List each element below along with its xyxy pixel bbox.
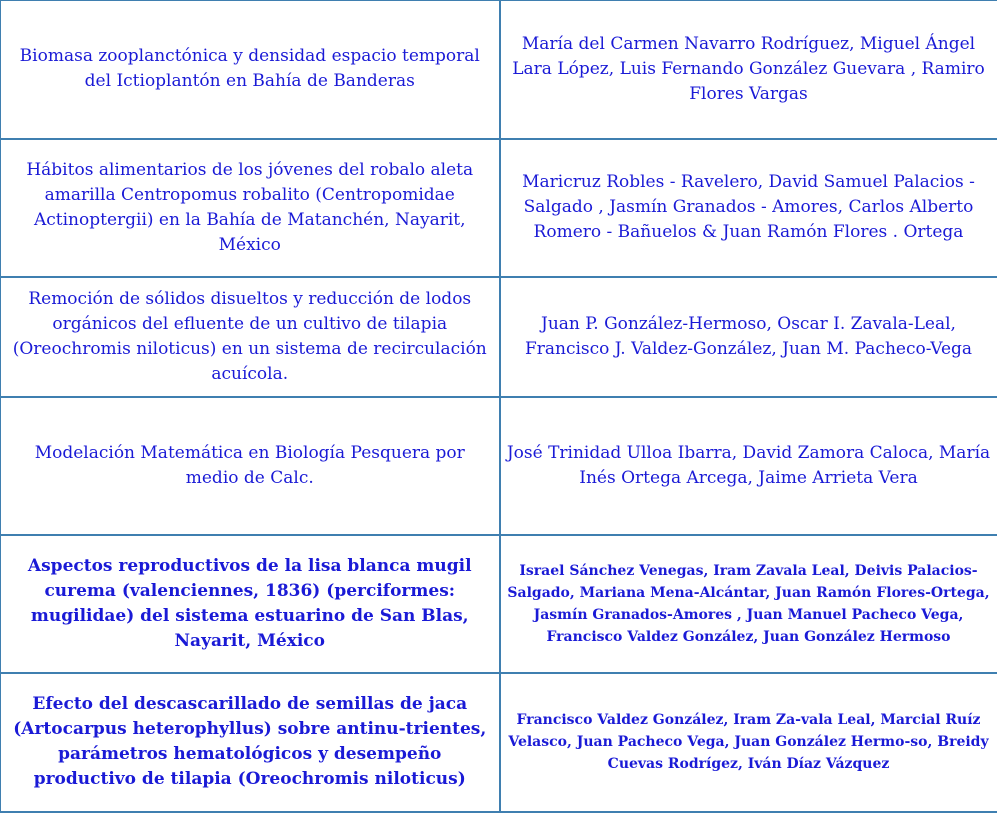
table-row (1, 139, 997, 277)
paper-authors: María del Carmen Navarro Rodríguez, Miguel Ángel Lara López, Luis Fernando González Guevara , Ramiro Flores Vargas (500, 1, 997, 139)
paper-title: Aspectos reproductivos de la lisa blanca mugil curema (valenciennes, 1836) (perciformes: mugilidae) del sistema estuarino de San Blas, Nayarit, México (1, 535, 500, 673)
table-row (1, 277, 997, 397)
paper-title: Hábitos alimentarios de los jóvenes del robalo aleta amarilla Centropomus robalito (Centropomidae Actinoptergii) en la Bahía de Matanchén, Nayarit, México (1, 139, 500, 277)
paper-title: Modelación Matemática en Biología Pesquera por medio de Calc. (1, 397, 500, 535)
paper-title: Remoción de sólidos disueltos y reducción de lodos orgánicos del efluente de un cultivo de tilapia (Oreochromis niloticus) en un sistema de recirculación acuícola. (1, 277, 500, 397)
table-row (1, 397, 997, 535)
paper-authors: Francisco Valdez González, Iram Za-vala Leal, Marcial Ruíz Velasco, Juan Pacheco Vega, Juan González Hermo-so, Breidy Cuevas Rodrígez, Iván Díaz Vázquez (500, 673, 997, 812)
table-row (1, 1, 997, 139)
table-row (1, 535, 997, 673)
paper-authors: José Trinidad Ulloa Ibarra, David Zamora Caloca, María Inés Ortega Arcega, Jaime Arrieta Vera (500, 397, 997, 535)
paper-authors: Maricruz Robles - Ravelero, David Samuel Palacios - Salgado , Jasmín Granados - Amores, Carlos Alberto Romero - Bañuelos & Juan Ramón Flores . Ortega (500, 139, 997, 277)
paper-title: Biomasa zooplanctónica y densidad espacio temporal del Ictioplantón en Bahía de Banderas (1, 1, 500, 139)
paper-authors: Juan P. González-Hermoso, Oscar I. Zavala-Leal, Francisco J. Valdez-González, Juan M. Pacheco-Vega (500, 277, 997, 397)
table-row (1, 673, 997, 812)
paper-title: Efecto del descascarillado de semillas de jaca (Artocarpus heterophyllus) sobre antinu-trientes, parámetros hematológicos y desempeño productivo de tilapia (Oreochromis niloticus) (1, 673, 500, 812)
paper-authors: Israel Sánchez Venegas, Iram Zavala Leal, Deivis Palacios-Salgado, Mariana Mena-Alcántar, Juan Ramón Flores-Ortega, Jasmín Granados-Amores , Juan Manuel Pacheco Vega, Francisco Valdez González, Juan González Hermoso (500, 535, 997, 673)
